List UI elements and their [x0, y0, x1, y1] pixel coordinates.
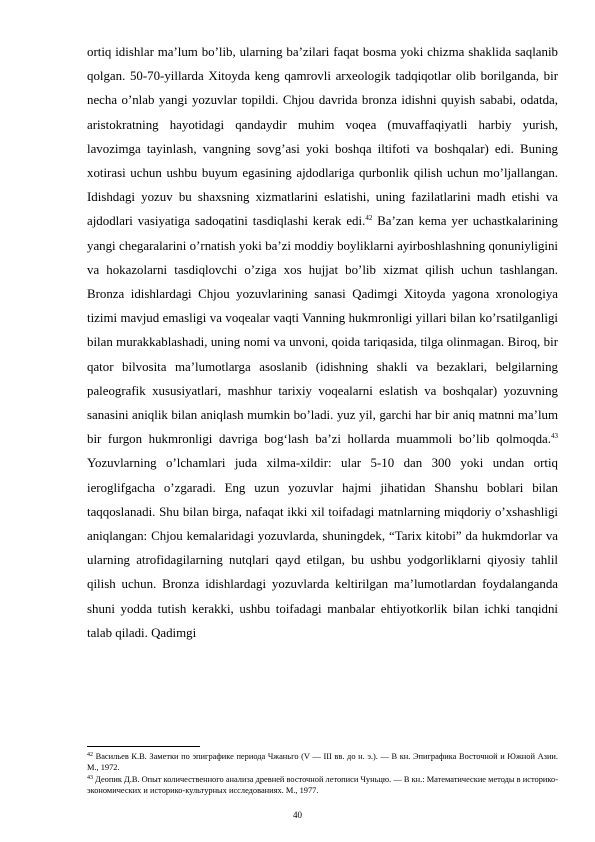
footnote-ref-42: 42 — [365, 214, 373, 223]
page-number: 40 — [293, 810, 302, 820]
footnote-separator — [87, 746, 200, 747]
page-body — [87, 40, 558, 645]
paragraph-text — [87, 40, 558, 645]
footnote-text: Васильев К.В. Заметки по эпиграфике периода Чжаньго (V — III вв. до н. э.). — В кн. Эпиграфика Восточной и Южной Азии. М., 1972. — [87, 752, 558, 773]
footnote-number: 43 — [87, 774, 93, 781]
footnote-ref-43: 43 — [551, 432, 558, 441]
main-paragraph — [87, 40, 558, 645]
footnotes — [87, 751, 558, 797]
footnote-number: 42 — [87, 752, 93, 758]
footnote-42 — [87, 751, 558, 774]
text-segment-3: Yozuvlarning o’lchamlari juda xilma-xildir: ular 5-10 dan 300 yoki undan ortiq ieroglifgacha o’zgaradi. Eng uzun yozuvlar hajmi jihatidan Shanshu boblari bilan taqqoslanadi. Shu bilan birga, nafaqat ikki xil toifadagi matnlarning miqdoriy o’xshashligi aniqlangan: Chjou kemalaridagi yozuvlarda, shuningdek, “Tarix kitobi” da hukmdorlar va ularning atrofidagilarning nutqlari qayd etilgan, bu ushbu yodgorliklarni qiyosiy tahlil qilish uchun. Bronza idishlardagi yozuvlarda keltirilgan ma’lumotlardan foydalanganda shuni yodda tutish kerakki, ushbu toifadagi manbalar ehtiyotkorlik bilan ichki tanqidni talab qiladi. Qadimgi — [87, 456, 558, 640]
text-segment-1: ortiq idishlar ma’lum bo’lib, ularning ba’zilari faqat bosma yoki chizma shaklida saqlanib qolgan. 50-70-yillarda Xitoyda keng qamrovli arxeologik tadqiqotlar olib borilganda, bir necha o’nlab yangi yozuvlar topildi. Chjou davrida bronza idishni quyish sababi, odatda, aristokratning hayotidagi qandaydir muhim voqea (muvaffaqiyatli harbiy yurish, lavozimga tayinlash, vangning sovg’asi yoki boshqa iltifoti va boshqalar) edi. Buning xotirasi uchun ushbu buyum egasining ajdodlariga qurbonlik qilish uchun mo’ljallangan. Idishdagi yozuv bu shaxsning xizmatlarini eslatishi, uning fazilatlarini madh etishi va ajdodlari vasiyatiga sadoqatini tasdiqlashi kerak edi. — [87, 45, 558, 229]
text-segment-2: Ba’zan kema yer uchastkalarining yangi chegaralarini o’rnatish yoki ba’zi moddiy boyliklarni ayirboshlashning qonuniyligini va hokazolarni tasdiqlovchi o’ziga xos hujjat bo’lib xizmat qilish uchun tashlangan. Bronza idishlardagi Chjou yozuvlarining sanasi Qadimgi Xitoyda yagona xronologiya tizimi mavjud emasligi va voqealar vaqti Vanning hukmronligi yillari bilan ko’rsatilganligi bilan murakkablashadi, uning nomi va unvoni, qoida tariqasida, tilga olinmagan. Biroq, bir qator bilvosita ma’lumotlarga asoslanib (idishning shakli va bezaklari, belgilarning paleografik xususiyatlari, mashhur tarixiy voqealarni eslatish va boshqalar) yozuvning sanasini aniqlik bilan aniqlash mumkin bo’ladi. yuz yil, garchi har bir aniq matnni ma’lum bir furgon hukmronligi davriga bog‘lash ba’zi hollarda muammoli bo’lib qolmoqda. — [87, 214, 558, 447]
footnote-text: Деопик Д.В. Опыт количественного анализа древней восточной летописи Чуньцю. — В кн.: Математические методы в историко-экономических и историко-культурных исследованиях. М., 1977. — [87, 774, 558, 796]
footnote-43 — [87, 774, 558, 797]
